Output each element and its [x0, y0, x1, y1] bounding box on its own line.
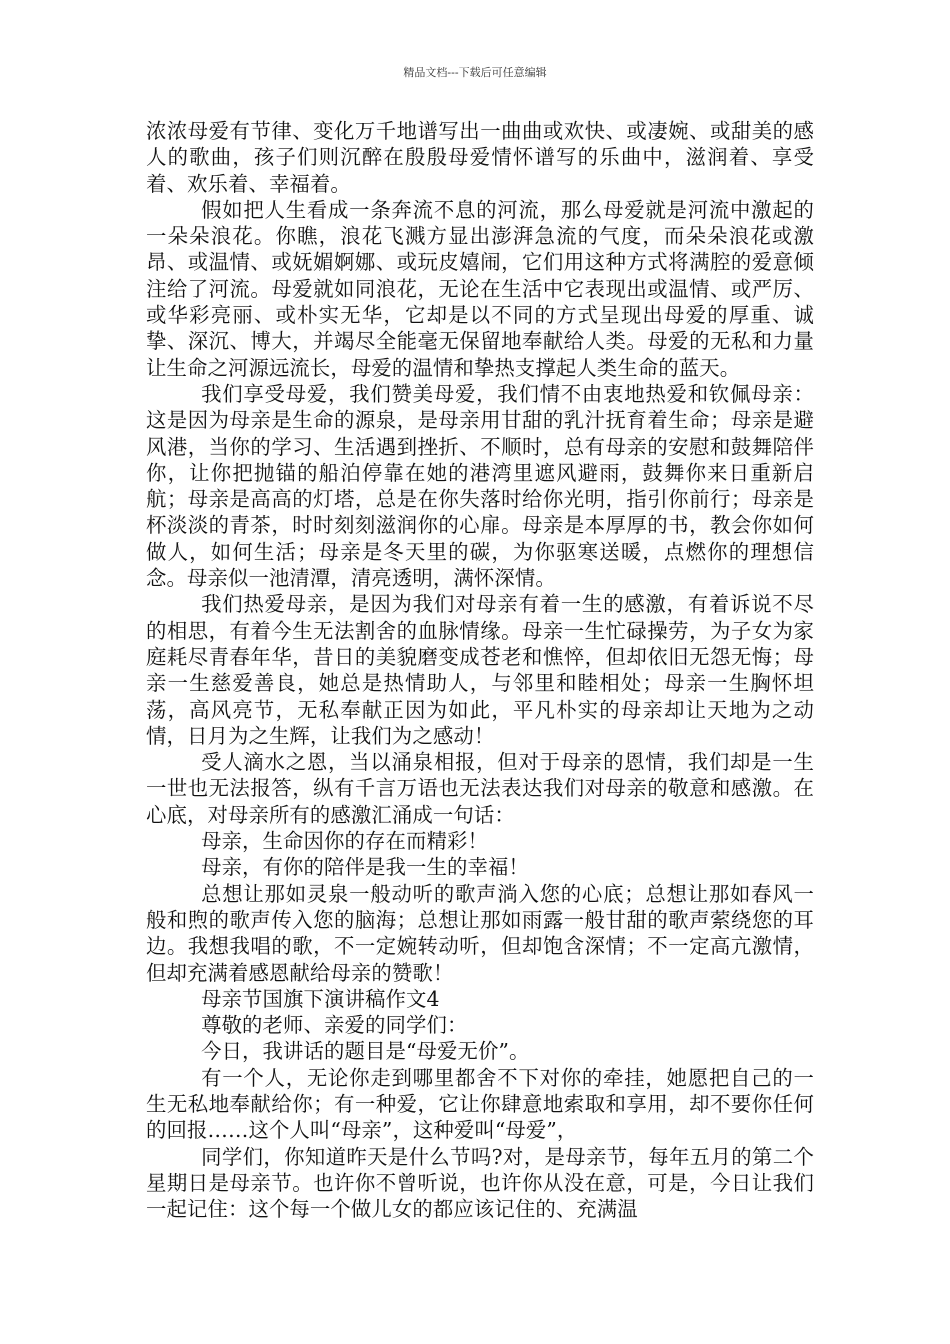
paragraph-13: 同学们，你知道昨天是什么节吗?对，是母亲节，每年五月的第二个星期日是母亲节。也许你不曾听说，也许你从没在意，可是，今日让我们一起记住：这个每一个做儿女的都应该记住的、充满温 [146, 1144, 814, 1222]
paragraph-5: 受人滴水之恩，当以涌泉相报，但对于母亲的恩情，我们却是一生一世也无法报答，纵有千言万语也无法表达我们对母亲的敬意和感激。在心底，对母亲所有的感激汇涌成一句话： [146, 750, 814, 827]
paragraph-4: 我们热爱母亲，是因为我们对母亲有着一生的感激，有着诉说不尽的相思，有着今生无法割舍的血脉情缘。母亲一生忙碌操劳，为子女为家庭耗尽青春年华，昔日的美貌磨变成苍老和憔悴，但却依旧无怨无悔；母亲一生慈爱善良，她总是热情助人，与邻里和睦相处；母亲一生胸怀坦荡，高风亮节，无私奉献正因为如此，平凡朴实的母亲却让天地为之动情，日月为之生辉，让我们为之感动！ [146, 592, 814, 748]
paragraph-3: 我们享受母爱，我们赞美母爱，我们情不由衷地热爱和钦佩母亲：这是因为母亲是生命的源泉，是母亲用甘甜的乳汁抚育着生命；母亲是避风港，当你的学习、生活遇到挫折、不顺时，总有母亲的安慰和鼓舞陪伴你，让你把抛锚的船泊停靠在她的港湾里遮风避雨，鼓舞你来日重新启航；母亲是高高的灯塔，总是在你失落时给你光明，指引你前行；母亲是杯淡淡的青茶，时时刻刻滋润你的心扉。母亲是本厚厚的书，教会你如何做人，如何生活；母亲是冬天里的碳，为你驱寒送暖，点燃你的理想信念。母亲似一池清潭，清亮透明，满怀深情。 [146, 381, 814, 591]
document-body [146, 118, 814, 1222]
page-header: 精品文档---下载后可任意编辑 [403, 66, 547, 79]
paragraph-8: 总想让那如灵泉一般动听的歌声淌入您的心底；总想让那如春风一般和煦的歌声传入您的脑海；总想让那如雨露一般甘甜的歌声萦绕您的耳边。我想我唱的歌，不一定婉转动听，但却饱含深情；不一定高亢激情，但却充满着感恩献给母亲的赞歌！ [146, 881, 814, 985]
salutation: 尊敬的老师、亲爱的同学们： [201, 1013, 468, 1038]
paragraph-12: 有一个人，无论你走到哪里都舍不下对你的牵挂，她愿把自己的一生无私地奉献给你；有一种爱，它让你肆意地索取和享用，却不要你任何的回报……这个人叫“母亲”，这种爱叫“母爱”， [146, 1065, 814, 1143]
paragraph-1: 浓浓母爱有节律、变化万千地谱写出一曲曲或欢快、或凄婉、或甜美的感人的歌曲，孩子们则沉醉在殷殷母爱情怀谱写的乐曲中，滋润着、享受着、欢乐着、幸福着。 [146, 119, 814, 196]
paragraph-2: 假如把人生看成一条奔流不息的河流，那么母爱就是河流中激起的一朵朵浪花。你瞧，浪花飞溅方显出澎湃急流的气度，而朵朵浪花或激昂、或温情、或妩媚婀娜、或玩皮嬉闹，它们用这种方式将满腔的爱意倾注给了河流。母爱就如同浪花，无论在生活中它表现出或温情、或严厉、或华彩亮丽、或朴实无华，它却是以不同的方式呈现出母爱的厚重、诚挚、深沉、博大，并竭尽全能毫无保留地奉献给人类。母爱的无私和力量让生命之河源远流长，母爱的温情和挚热支撑起人类生命的蓝天。 [146, 197, 814, 380]
section-title: 母亲节国旗下演讲稿作文4 [201, 986, 440, 1011]
paragraph-11: 今日，我讲话的题目是“母爱无价”。 [201, 1039, 530, 1064]
paragraph-6: 母亲，生命因你的存在而精彩！ [201, 829, 488, 854]
paragraph-7: 母亲，有你的陪伴是我一生的幸福！ [201, 855, 529, 880]
